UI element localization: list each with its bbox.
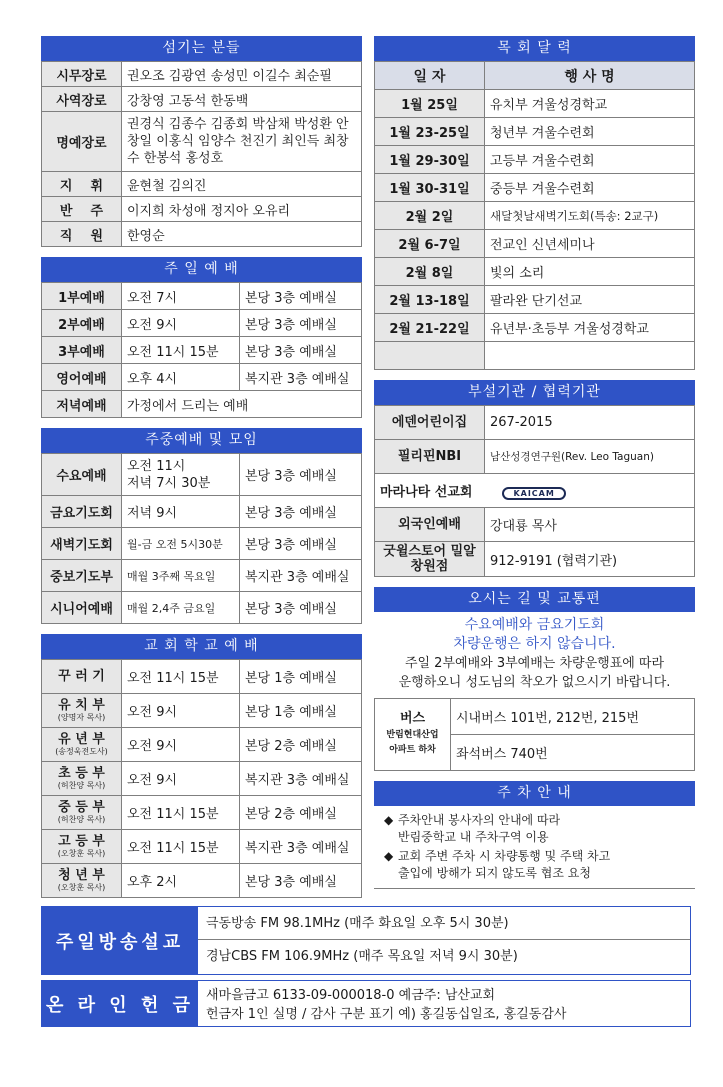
table-row (42, 197, 362, 222)
notice-line: 주일 2부예배와 3부예배는 차량운행표에 따라 (404, 656, 665, 671)
dept-place: 본당 2층 예배실 (240, 728, 362, 762)
list-item (384, 812, 691, 846)
table-row (42, 62, 362, 87)
offering-box (41, 980, 691, 1027)
affiliate-label: 외국인예배 (375, 508, 485, 542)
event-date: 1월 23-25일 (375, 118, 485, 146)
event-name: 유치부 겨울성경학교 (485, 90, 695, 118)
dept-place: 본당 1층 예배실 (240, 660, 362, 694)
bus-table (374, 698, 695, 771)
table-row (42, 496, 362, 528)
service-time: 오전 7시 (122, 283, 240, 310)
dept-pastor: (오창훈 목사) (57, 849, 106, 858)
weekday-header: 주중예배 및 모임 (41, 428, 362, 453)
table-row (42, 310, 362, 337)
table-row (42, 660, 362, 694)
service-place: 본당 3층 예배실 (240, 283, 362, 310)
parking-header: 주 차 안 내 (374, 781, 695, 806)
service-label: 영어예배 (42, 364, 122, 391)
staff-value: 윤현철 김의진 (122, 172, 362, 197)
table-row (42, 172, 362, 197)
staff-label: 시무장로 (42, 62, 122, 87)
col-event-header: 행 사 명 (485, 62, 695, 90)
table-row (375, 230, 695, 258)
dept-name: 꾸 러 기 (58, 668, 105, 684)
sunday-table (41, 282, 362, 418)
broadcast-line: 경남CBS FM 106.9MHz (매주 목요일 저녁 9시 30분) (206, 949, 518, 964)
service-place: 본당 3층 예배실 (240, 310, 362, 337)
dept-time: 오전 9시 (122, 762, 240, 796)
event-date: 2월 8일 (375, 258, 485, 286)
event-name: 전교인 신년세미나 (485, 230, 695, 258)
bus-stop: 아파트 하차 (389, 745, 436, 755)
service-place: 복지관 3층 예배실 (240, 364, 362, 391)
bus-label (375, 699, 451, 771)
event-date: 2월 2일 (375, 202, 485, 230)
sunday-header: 주 일 예 배 (41, 257, 362, 282)
service-label: 새벽기도회 (42, 528, 122, 560)
dept-label (42, 728, 122, 762)
event-date: 2월 6-7일 (375, 230, 485, 258)
dept-time: 오전 11시 15분 (122, 796, 240, 830)
bus-city: 시내버스 101번, 212번, 215번 (451, 699, 695, 735)
dept-name: 초 등 부 (58, 766, 105, 781)
table-row (375, 90, 695, 118)
service-label: 금요기도회 (42, 496, 122, 528)
service-place: 본당 3층 예배실 (240, 528, 362, 560)
service-label: 시니어예배 (42, 592, 122, 624)
affiliate-value: 강대룡 목사 (485, 508, 695, 542)
event-date: 1월 30-31일 (375, 174, 485, 202)
dept-place: 복지관 3층 예배실 (240, 830, 362, 864)
service-time: 매월 3주째 목요일 (122, 560, 240, 592)
event-date: 1월 25일 (375, 90, 485, 118)
service-time: 오전 11시 15분 (122, 337, 240, 364)
table-row (375, 440, 695, 474)
staff-table (41, 61, 362, 247)
event-date: 1월 29-30일 (375, 146, 485, 174)
staff-value: 권오조 김광연 송성민 이길수 최순필 (122, 62, 362, 87)
service-time (122, 454, 240, 496)
diamond-icon: ◆ (384, 813, 394, 827)
dept-place: 본당 1층 예배실 (240, 694, 362, 728)
table-row (375, 258, 695, 286)
staff-value: 권경식 김종수 김종회 박삼채 박성환 안창일 이홍식 임양수 천진기 최인득 최창수 한봉석 홍성호 (122, 112, 362, 172)
affiliate-value: 267-2015 (485, 406, 695, 440)
dept-label (42, 694, 122, 728)
table-row (375, 286, 695, 314)
notice-line: 차량운행은 하지 않습니다. (453, 636, 616, 652)
notice-line: 수요예배와 금요기도회 (464, 617, 605, 633)
dept-pastor: (송정욱전도사) (55, 747, 108, 756)
offering-line: 새마을금고 6133-09-000018-0 예금주: 남산교회 (206, 988, 496, 1003)
table-row (42, 864, 362, 898)
event-date: 2월 21-22일 (375, 314, 485, 342)
table-row (42, 112, 362, 172)
service-place: 본당 3층 예배실 (240, 592, 362, 624)
service-label: 3부예배 (42, 337, 122, 364)
table-row (375, 406, 695, 440)
dept-time: 오전 11시 15분 (122, 830, 240, 864)
event-name: 팔라완 단기선교 (485, 286, 695, 314)
service-label: 저녁예배 (42, 391, 122, 418)
parking-list (374, 806, 695, 889)
table-row (42, 762, 362, 796)
service-time-line: 오전 11시 (127, 458, 186, 474)
table-row (375, 699, 695, 735)
calendar-table (374, 61, 695, 370)
service-time: 매월 2,4주 금요일 (122, 592, 240, 624)
table-row (42, 694, 362, 728)
table-row (42, 528, 362, 560)
dept-time: 오후 2시 (122, 864, 240, 898)
parking-text: 출입에 방해가 되지 않도록 협조 요청 (398, 866, 591, 880)
diamond-icon: ◆ (384, 849, 394, 863)
dept-pastor: (양명자 목사) (57, 713, 106, 722)
school-table (41, 659, 362, 898)
staff-value: 강창영 고동석 한동백 (122, 87, 362, 112)
broadcast-body (198, 907, 690, 974)
service-label: 수요예배 (42, 454, 122, 496)
dept-name: 청 년 부 (58, 868, 105, 883)
service-place: 본당 3층 예배실 (240, 496, 362, 528)
offering-title: 온 라 인 헌 금 (42, 981, 198, 1026)
table-row (375, 314, 695, 342)
staff-value: 한영순 (122, 222, 362, 247)
table-row (375, 174, 695, 202)
dept-time: 오전 11시 15분 (122, 660, 240, 694)
bus-seat: 좌석버스 740번 (451, 735, 695, 771)
directions-header: 오시는 길 및 교통편 (374, 587, 695, 612)
affiliate-label: 굿윌스토어 밀알창원점 (375, 542, 485, 577)
table-header-row (375, 62, 695, 90)
dept-name: 고 등 부 (58, 834, 105, 849)
calendar-header: 목 회 달 력 (374, 36, 695, 61)
dept-time: 오전 9시 (122, 728, 240, 762)
service-time: 오전 9시 (122, 310, 240, 337)
table-row (375, 342, 695, 370)
affiliate-label: 필리핀NBI (375, 440, 485, 474)
table-row (42, 830, 362, 864)
staff-value: 이지희 차성애 정지아 오유리 (122, 197, 362, 222)
service-time: 가정에서 드리는 예배 (122, 391, 362, 418)
table-row (375, 474, 695, 508)
table-row (42, 391, 362, 418)
dept-label (42, 830, 122, 864)
kaicam-logo: KAICAM (502, 487, 565, 500)
parking-text: 반림중학교 내 주차구역 이용 (398, 830, 549, 844)
table-row (375, 508, 695, 542)
event-name (485, 342, 695, 370)
service-time: 오후 4시 (122, 364, 240, 391)
dept-time: 오전 9시 (122, 694, 240, 728)
broadcast-title: 주일방송설교 (42, 907, 198, 974)
bus-stop: 반림현대산업 (386, 730, 439, 740)
broadcast-line: 극동방송 FM 98.1MHz (매주 화요일 오후 5시 30분) (198, 907, 690, 940)
dept-pastor: (오창훈 목사) (57, 883, 106, 892)
dept-pastor: (허찬양 목사) (57, 781, 106, 790)
table-row (375, 542, 695, 577)
staff-label: 명예장로 (42, 112, 122, 172)
table-row (42, 222, 362, 247)
table-row (42, 796, 362, 830)
event-name: 유년부·초등부 겨울성경학교 (485, 314, 695, 342)
affiliate-label: 마라나타 선교회 (380, 485, 473, 500)
dept-name: 유 치 부 (58, 698, 105, 713)
dept-label (42, 796, 122, 830)
table-row (42, 87, 362, 112)
dept-place: 본당 2층 예배실 (240, 796, 362, 830)
dept-name: 중 등 부 (58, 800, 105, 815)
right-column (374, 36, 695, 889)
staff-label: 사역장로 (42, 87, 122, 112)
service-place: 본당 3층 예배실 (240, 454, 362, 496)
affiliate-value: 912-9191 (협력기관) (485, 542, 695, 577)
parking-text: 주차안내 봉사자의 안내에 따라 (398, 813, 561, 827)
table-row (42, 560, 362, 592)
event-name: 새달첫날새벽기도회(특송: 2교구) (485, 202, 695, 230)
affiliate-value: 남산성경연구원(Rev. Leo Taguan) (485, 440, 695, 474)
service-time-line: 저녁 7시 30분 (127, 475, 211, 491)
service-place: 복지관 3층 예배실 (240, 560, 362, 592)
weekday-table (41, 453, 362, 624)
event-name: 빛의 소리 (485, 258, 695, 286)
table-row (42, 592, 362, 624)
col-date-header: 일 자 (375, 62, 485, 90)
staff-label: 지 휘 (42, 172, 122, 197)
dept-pastor: (허찬양 목사) (57, 815, 106, 824)
staff-label: 직 원 (42, 222, 122, 247)
table-row (375, 118, 695, 146)
event-name: 중등부 겨울수련회 (485, 174, 695, 202)
affiliates-header: 부설기관 / 협력기관 (374, 380, 695, 405)
school-header: 교 회 학 교 예 배 (41, 634, 362, 659)
table-row (42, 337, 362, 364)
table-row (42, 728, 362, 762)
affiliates-table (374, 405, 695, 577)
staff-label: 반 주 (42, 197, 122, 222)
dept-place: 본당 3층 예배실 (240, 864, 362, 898)
dept-label (42, 864, 122, 898)
notice-line: 운행하오니 성도님의 착오가 없으시기 바랍니다. (398, 675, 671, 690)
event-date (375, 342, 485, 370)
service-place: 본당 3층 예배실 (240, 337, 362, 364)
service-label: 1부예배 (42, 283, 122, 310)
service-time: 월-금 오전 5시30분 (122, 528, 240, 560)
dept-name: 유 년 부 (58, 732, 105, 747)
table-row (375, 202, 695, 230)
affiliate-row-maranatha (375, 474, 695, 508)
broadcast-box (41, 906, 691, 975)
dept-label (42, 660, 122, 694)
event-name: 청년부 겨울수련회 (485, 118, 695, 146)
dept-label (42, 762, 122, 796)
staff-header: 섬기는 분들 (41, 36, 362, 61)
table-row (42, 283, 362, 310)
dept-place: 복지관 3층 예배실 (240, 762, 362, 796)
event-date: 2월 13-18일 (375, 286, 485, 314)
left-column (41, 36, 362, 898)
table-row (42, 454, 362, 496)
table-row (375, 146, 695, 174)
vehicle-notice (374, 612, 695, 698)
offering-body (198, 981, 690, 1026)
list-item (384, 848, 691, 882)
offering-line: 헌금자 1인 실명 / 감사 구분 표기 예) 홍길동십일조, 홍길동감사 (206, 1007, 567, 1022)
service-time: 저녁 9시 (122, 496, 240, 528)
table-row (42, 364, 362, 391)
parking-text: 교회 주변 주차 시 차량통행 및 주택 차고 (398, 849, 611, 863)
event-name: 고등부 겨울수련회 (485, 146, 695, 174)
service-label: 중보기도부 (42, 560, 122, 592)
service-label: 2부예배 (42, 310, 122, 337)
bus-title: 버스 (399, 711, 426, 726)
affiliate-label: 에덴어린이집 (375, 406, 485, 440)
